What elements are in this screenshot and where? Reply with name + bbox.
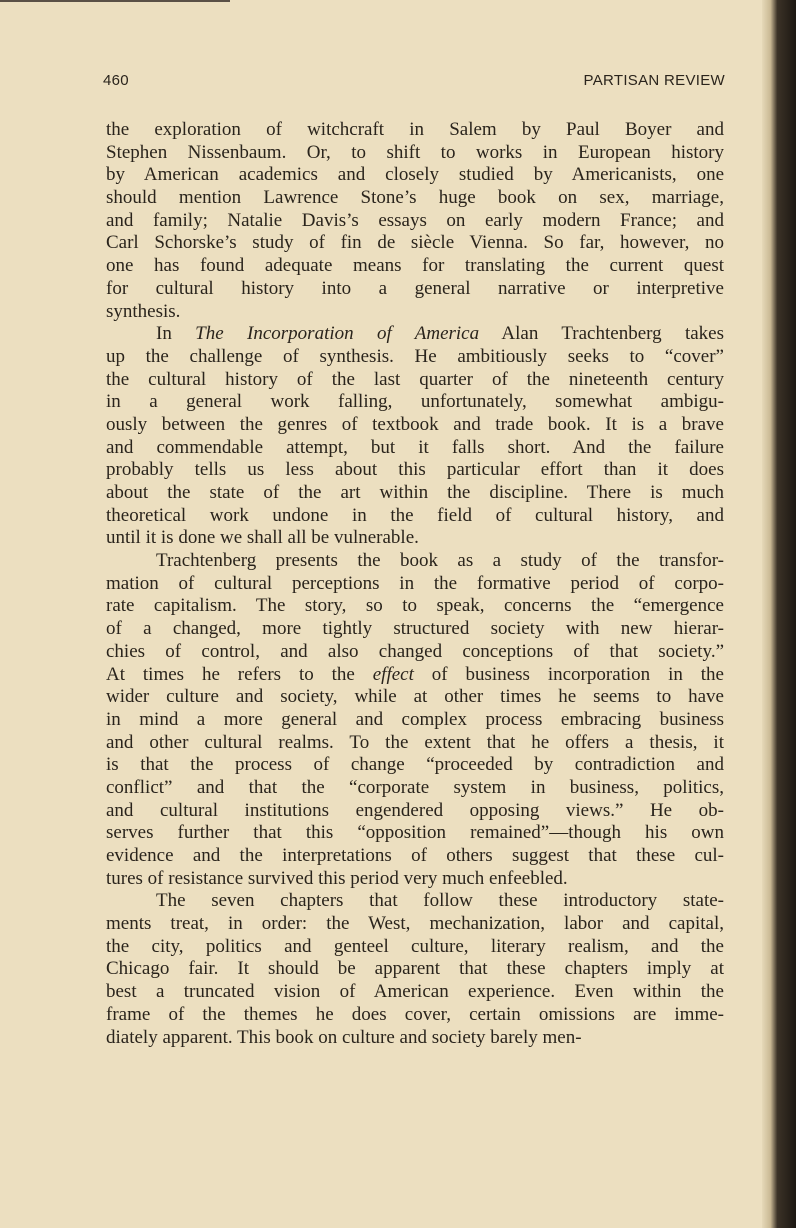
text-line: and commendable attempt, but it falls short. And the failure (106, 436, 724, 458)
text-line: best a truncated vision of American experience. Even within the (106, 981, 724, 1003)
text-line: for cultural history into a general narrative or interpretive (106, 277, 724, 299)
text-line: At times he refers to the effect of business incorporation in the (106, 663, 724, 685)
text-line: is that the process of change “proceeded by contradiction and (106, 754, 724, 776)
text-line: frame of the themes he does cover, certain omissions are imme- (106, 1003, 724, 1025)
text-line: wider culture and society, while at other times he seems to have (106, 686, 724, 708)
text-line: mation of cultural perceptions in the formative period of corpo- (106, 572, 724, 594)
text-line: by American academics and closely studied by Americanists, one (106, 164, 724, 186)
page-edge-shadow (762, 0, 796, 1228)
text-line: and cultural institutions engendered opposing views.” He ob- (106, 799, 724, 821)
journal-title: PARTISAN REVIEW (583, 72, 725, 89)
paragraph (106, 119, 724, 323)
top-rule (0, 0, 230, 2)
text-line: conflict” and that the “corporate system in business, politics, (106, 776, 724, 798)
article-body (106, 119, 724, 1049)
text-line: in a general work falling, unfortunately, somewhat ambigu- (106, 391, 724, 413)
text-line: evidence and the interpretations of others suggest that these cul- (106, 845, 724, 866)
text-line: of a changed, more tightly structured society with new hierar- (106, 618, 724, 640)
running-header (103, 72, 725, 96)
paragraph (106, 550, 724, 890)
text-line: Carl Schorske’s study of fin de siècle Vienna. So far, however, no (106, 232, 724, 254)
text-line: the cultural history of the last quarter of the nineteenth century (106, 368, 724, 390)
text-line: and other cultural realms. To the extent that he offers a thesis, it (106, 731, 724, 753)
text-line: theoretical work undone in the field of cultural history, and (106, 504, 724, 526)
text-line: synthesis. (106, 300, 181, 322)
text-line: one has found adequate means for translating the current quest (106, 255, 724, 277)
text-line: tures of resistance survived this period very much enfeebled. (106, 867, 568, 889)
text-line: chies of control, and also changed conceptions of that society.” (106, 640, 724, 662)
text-line: should mention Lawrence Stone’s huge book on sex, marriage, (106, 187, 724, 209)
text-line: The seven chapters that follow these introductory state- (156, 890, 724, 912)
text-line: the city, politics and genteel culture, literary realism, and the (106, 935, 724, 957)
text-line: Trachtenberg presents the book as a study of the transfor- (156, 550, 724, 572)
text-line: up the challenge of synthesis. He ambitiously seeks to “cover” (106, 345, 724, 367)
text-line: ments treat, in order: the West, mechanization, labor and capital, (106, 913, 724, 935)
text-line: the exploration of witchcraft in Salem by Paul Boyer and (106, 119, 724, 140)
text-line: until it is done we shall all be vulnerable. (106, 527, 419, 549)
text-line: about the state of the art within the discipline. There is much (106, 482, 724, 503)
text-line: diately apparent. This book on culture and society barely men- (106, 1026, 582, 1048)
paragraph (106, 323, 724, 550)
paragraph (106, 890, 724, 1049)
text-line: rate capitalism. The story, so to speak, concerns the “emergence (106, 595, 724, 617)
text-line: ously between the genres of textbook and trade book. It is a brave (106, 413, 724, 435)
text-line: probably tells us less about this particular effort than it does (106, 459, 724, 481)
text-line: in mind a more general and complex process embracing business (106, 708, 724, 730)
text-line: and family; Natalie Davis’s essays on early modern France; and (106, 209, 724, 231)
text-line: In The Incorporation of America Alan Trachtenberg takes (156, 323, 724, 345)
text-line: serves further that this “opposition remained”—though his own (106, 822, 724, 844)
page-number: 460 (103, 72, 129, 89)
text-line: Stephen Nissenbaum. Or, to shift to works in European history (106, 141, 724, 163)
text-line: Chicago fair. It should be apparent that these chapters imply at (106, 958, 724, 980)
